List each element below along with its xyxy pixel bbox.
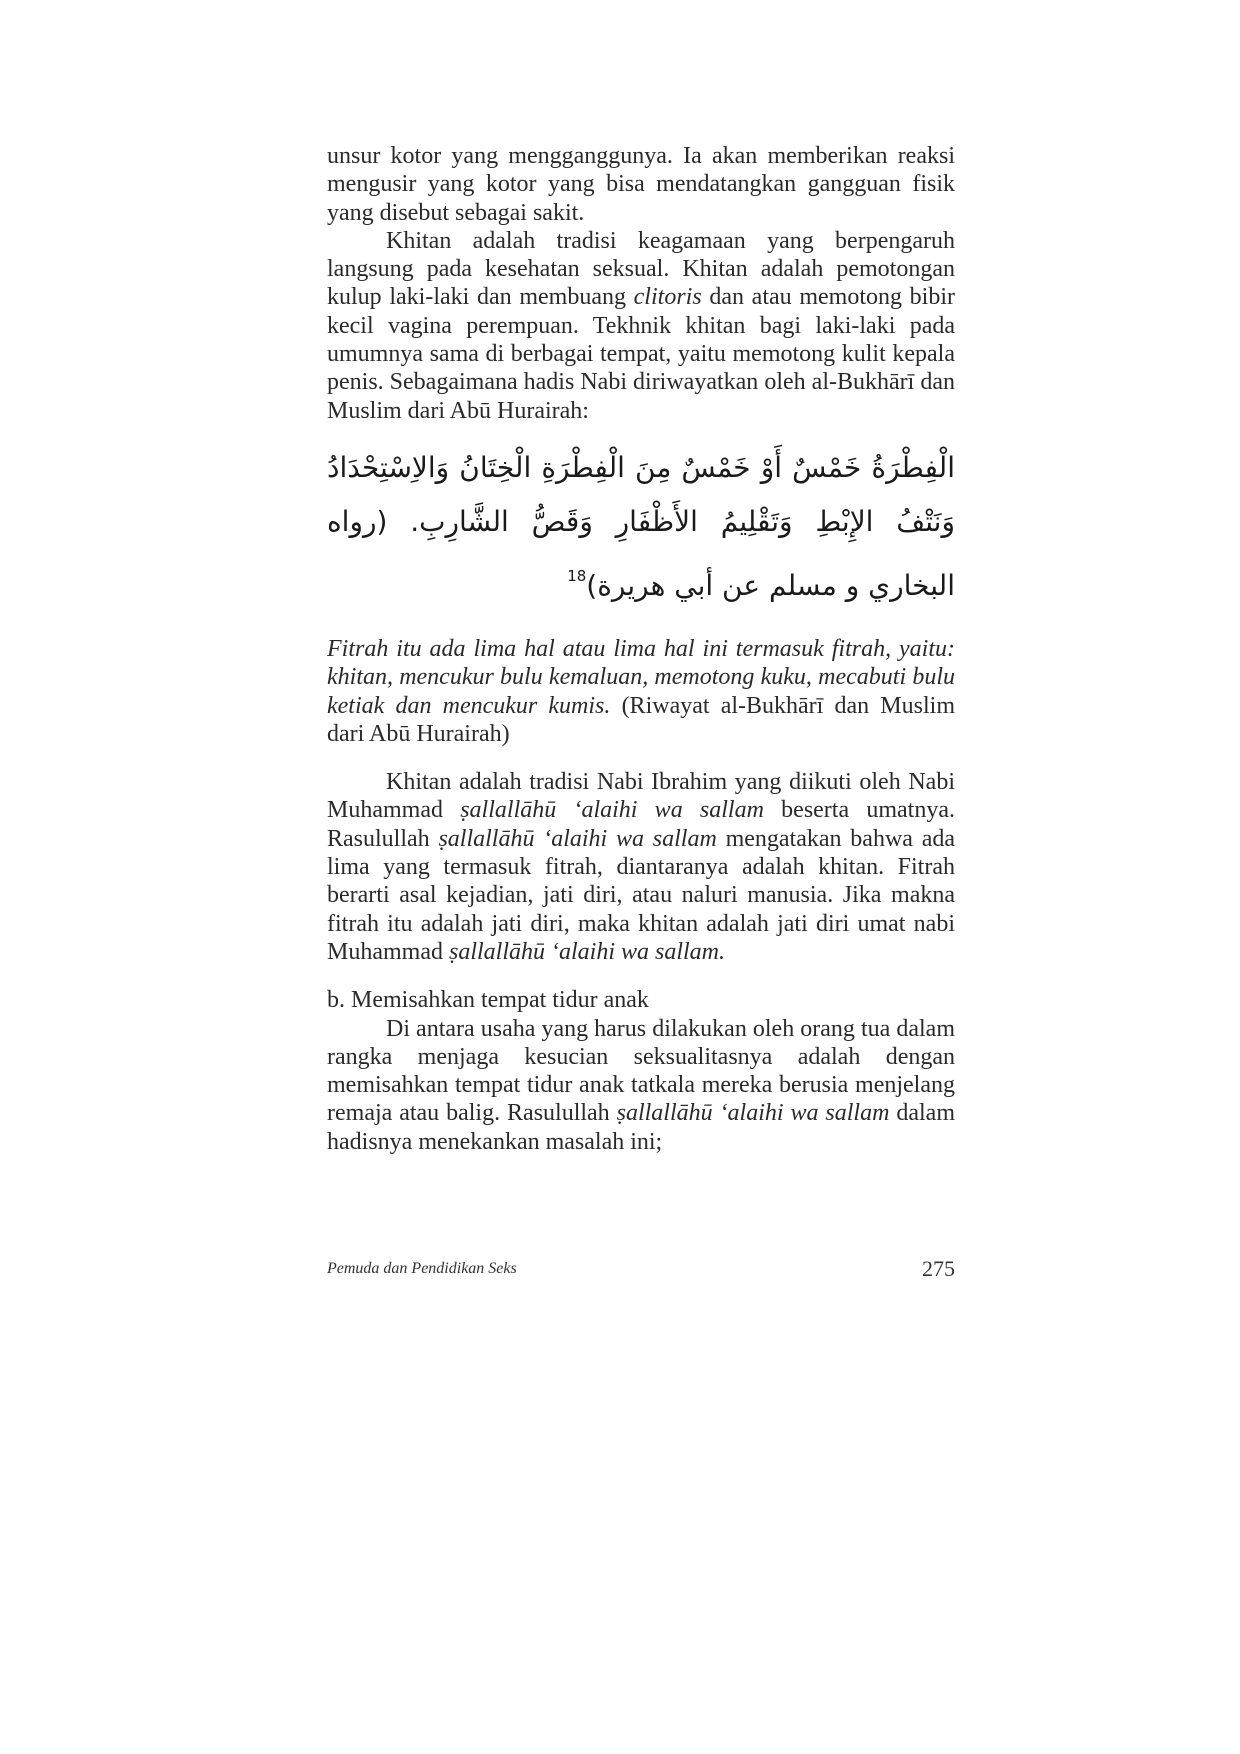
salawat-3: ṣallallāhū ‘alaihi wa sallam. xyxy=(448,938,726,965)
hadith-translation xyxy=(327,635,955,748)
paragraph-separate-beds xyxy=(327,1015,955,1156)
paragraph-intro-text: unsur kotor yang mengganggunya. Ia akan memberikan reaksi mengusir yang kotor yang bisa mendatangkan gangguan fisik yang disebut sebagai sakit. xyxy=(327,143,955,226)
paragraph-tradition-text-b: beserta umatnya. Rasulullah xyxy=(327,797,955,852)
paragraph-khitan-text-a: Khitan adalah tradisi keagamaan yang berpengaruh langsung pada kesehatan seksual. Khitan adalah pemotongan kulup laki-laki dan membuang xyxy=(327,227,955,311)
salawat-4: ṣallallāhū ‘alaihi wa sallam xyxy=(616,1100,890,1127)
paragraph-khitan-text-b: dan atau memotong bibir kecil vagina perempuan. Tekhnik khitan bagi laki-laki pada umumnya sama di berbagai tempat, yaitu memotong kulit kepala penis. Sebagaimana hadis Nabi diriwayatkan oleh al-Bukhārī dan Muslim dari Abū Hurairah: xyxy=(327,284,955,424)
hadith-translation-text: Fitrah itu ada lima hal atau lima hal ini termasuk fitrah, yaitu: khitan, mencukur bulu kemaluan, memotong kuku, mecabuti bulu ketiak dan mencukur kumis. xyxy=(327,635,955,719)
running-title: Pemuda dan Pendidikan Seks xyxy=(327,1260,517,1277)
hadith-arabic-text: الْفِطْرَةُ خَمْسٌ أَوْ خَمْسٌ مِنَ الْفِطْرَةِ الْخِتَانُ وَالاِسْتِحْدَادُ وَنَتْفُ الإِبْطِ وَتَقْلِيمُ الأَظْفَارِ وَقَصُّ الشَّارِبِ. (رواه البخاري و مسلم عن أبي هريرة) xyxy=(327,450,955,602)
page-number: 275 xyxy=(922,1256,955,1281)
hadith-source: (Riwayat al-Bukhārī dan Muslim dari Abū Hurairah) xyxy=(327,692,955,747)
term-clitoris: clitoris xyxy=(633,284,702,311)
footnote-marker: 18 xyxy=(567,566,587,585)
paragraph-khitan-definition xyxy=(327,227,955,425)
page-body xyxy=(327,142,955,1156)
section-heading xyxy=(327,986,955,1014)
paragraph-separate-beds-text-b: dalam hadisnya menekankan masalah ini; xyxy=(327,1100,956,1155)
page-footer xyxy=(327,1256,955,1286)
paragraph-separate-beds-text-a: Di antara usaha yang harus dilakukan oleh orang tua dalam rangka menjaga kesucian seksualitasnya adalah dengan memisahkan tempat tidur anak tatkala mereka berusia menjelang remaja atau balig. Rasulullah xyxy=(327,1015,955,1127)
paragraph-tradition-text-c: mengatakan bahwa ada lima yang termasuk fitrah, diantaranya adalah khitan. Fitrah berarti asal kejadian, jati diri, atau naluri manusia. Jika makna fitrah itu adalah jati diri, maka khitan adalah jati diri umat nabi Muhammad xyxy=(327,825,956,965)
paragraph-tradition xyxy=(327,768,955,966)
paragraph-tradition-text-a: Khitan adalah tradisi Nabi Ibrahim yang diikuti oleh Nabi Muhammad xyxy=(327,769,955,824)
salawat-2: ṣallallāhū ‘alaihi wa sallam xyxy=(438,825,717,852)
section-heading-text: b. Memisahkan tempat tidur anak xyxy=(327,987,649,1014)
salawat-1: ṣallallāhū ‘alaihi wa sallam xyxy=(460,797,764,824)
paragraph-intro xyxy=(327,142,955,227)
hadith-arabic xyxy=(327,441,955,613)
